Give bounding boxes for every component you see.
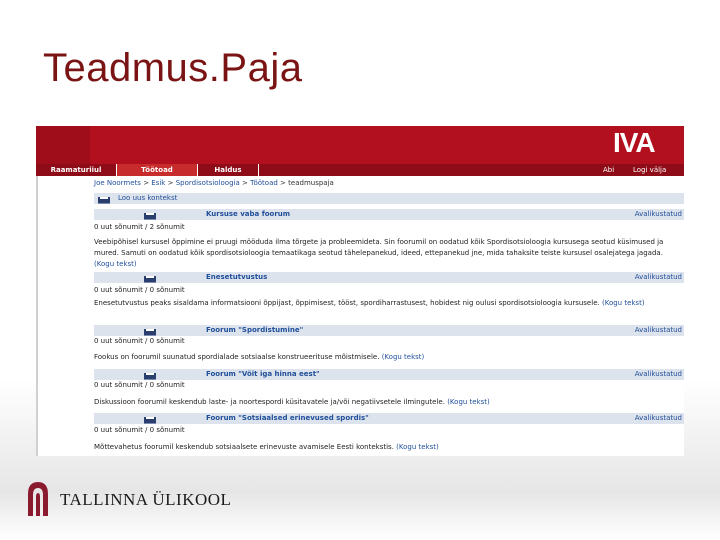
forum-status: Avalikustatud <box>634 210 682 218</box>
iva-screenshot <box>36 126 684 456</box>
new-context-row[interactable] <box>94 193 684 204</box>
forum-icon <box>144 327 156 336</box>
breadcrumb-item-course[interactable]: Spordisotsioloogia <box>175 179 240 187</box>
left-divider <box>36 176 38 456</box>
forum-description <box>94 237 682 270</box>
forum-description-text: Veebipõhisel kursusel õppimine ei pruugi mööduda ilma tõrgete ja probleemideta. Sin foorumil on oodatud kõik Spordisotsioloogia kursusega seotud küsimused ja mured. Samuti on oodatud kõik spordisotsioloogia temaatikaga seotud tähelepanekud, ideed, ettepanekud jne, mida tahaksite teiste kursusel osalejatega jagada. <box>94 238 664 257</box>
new-context-link[interactable]: Loo uus kontekst <box>118 194 178 202</box>
app-header <box>36 126 684 164</box>
forum-title-link[interactable]: Foorum "Spordistumine" <box>206 326 304 334</box>
full-text-link[interactable]: (Kogu tekst) <box>94 260 137 268</box>
forum-description <box>94 298 682 309</box>
forum-message-count: 0 uut sõnumit / 0 sõnumit <box>94 286 185 294</box>
forum-title-link[interactable]: Foorum "Võit iga hinna eest" <box>206 370 320 378</box>
forum-description <box>94 352 682 363</box>
help-link[interactable]: Abi <box>603 166 615 174</box>
forum-header <box>94 272 684 283</box>
slide-title: Teadmus.Paja <box>43 46 303 90</box>
forum-icon <box>144 211 156 220</box>
full-text-link[interactable]: (Kogu tekst) <box>447 398 490 406</box>
tallinn-university-arch-logo-icon <box>26 480 50 516</box>
forum-title-link[interactable]: Enesetutvustus <box>206 273 268 281</box>
forum-description <box>94 397 682 408</box>
breadcrumb-item-user[interactable]: Joe Noormets <box>94 179 141 187</box>
forum-header <box>94 413 684 424</box>
iva-logo: IVA <box>613 127 655 158</box>
forum-message-count: 0 uut sõnumit / 0 sõnumit <box>94 337 185 345</box>
forum-title-link[interactable]: Kursuse vaba foorum <box>206 210 291 218</box>
forum-header <box>94 209 684 220</box>
tab-haldus[interactable]: Haldus <box>198 164 259 176</box>
forum-description <box>94 442 682 453</box>
breadcrumb-separator: > <box>242 179 248 187</box>
breadcrumb-item-esik[interactable]: Esik <box>151 179 166 187</box>
breadcrumb-item-tootoad[interactable]: Töötoad <box>250 179 278 187</box>
tab-tootoad[interactable]: Töötoad <box>117 164 198 176</box>
breadcrumb-current: teadmuspaja <box>288 179 334 187</box>
forum-header <box>94 325 684 336</box>
full-text-link[interactable]: (Kogu tekst) <box>381 353 425 361</box>
breadcrumb-separator: > <box>143 179 150 187</box>
forum-title-link[interactable]: Foorum "Sotsiaalsed erinevused spordis" <box>206 414 369 422</box>
header-left-block <box>36 126 90 164</box>
forum-icon <box>144 371 156 380</box>
forum-header <box>94 369 684 380</box>
tab-raamaturiiul[interactable]: Raamaturiiul <box>36 164 117 176</box>
forum-icon <box>144 415 156 424</box>
forum-description-text: Mõttevahetus foorumil keskendub sotsiaalsete erinevuste avamisele Eesti kontekstis. <box>94 443 394 451</box>
forum-description-text: Diskussioon foorumil keskendub laste- ja noortespordi küsitavatele ja/või negatiivsetele ilmingutele. <box>94 398 445 406</box>
forum-icon <box>144 274 156 283</box>
forum-status: Avalikustatud <box>634 414 682 422</box>
breadcrumb-separator: > <box>280 179 286 187</box>
university-name: TALLINNA ÜLIKOOL <box>60 490 232 509</box>
forum-status: Avalikustatud <box>634 370 682 378</box>
new-context-icon <box>98 195 110 204</box>
full-text-link[interactable]: (Kogu tekst) <box>396 443 439 451</box>
full-text-link[interactable]: (Kogu tekst) <box>601 299 645 307</box>
forum-description-text: Fookus on foorumil suunatud spordialade sotsiaalse konstrueerituse mõistmisele. <box>94 353 380 361</box>
forum-message-count: 0 uut sõnumit / 0 sõnumit <box>94 426 185 434</box>
forum-status: Avalikustatud <box>634 273 682 281</box>
breadcrumb-separator: > <box>167 179 174 187</box>
forum-description-text: Enesetutvustus peaks sisaldama informatsiooni õppijast, õppimisest, tööst, spordiharrastusest, hobidest nig oulusi spordisotsioloogia kursusele. <box>94 299 600 307</box>
forum-message-count: 0 uut sõnumit / 0 sõnumit <box>94 381 185 389</box>
breadcrumb <box>94 177 334 189</box>
forum-status: Avalikustatud <box>634 326 682 334</box>
logout-link[interactable]: Logi välja <box>633 166 667 174</box>
forum-message-count: 0 uut sõnumit / 2 sõnumit <box>94 223 185 231</box>
